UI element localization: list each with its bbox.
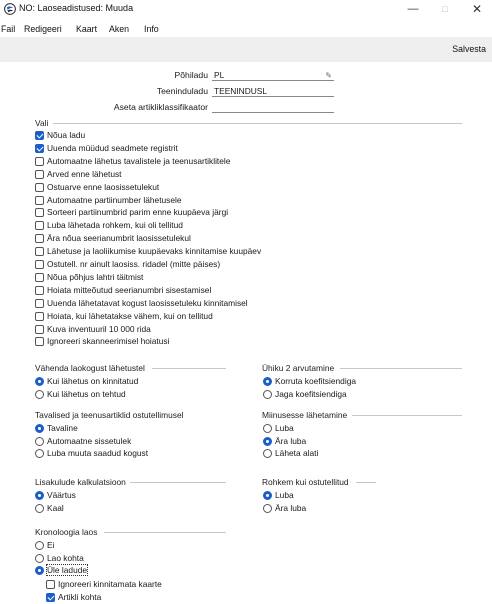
radio-label: Kui lähetus on kinnitatud xyxy=(47,376,139,386)
checkbox-label: Ostutell. nr ainult laosiss. ridadel (mitte päises) xyxy=(47,259,221,269)
checkbox-label: Nõua ladu xyxy=(47,130,86,140)
kronoloogia-divider xyxy=(104,532,226,533)
radio-label: Luba muuta saadud kogust xyxy=(47,448,149,458)
checkbox-label: Arved enne lähetust xyxy=(47,168,122,179)
vahenda-divider xyxy=(152,368,226,369)
radio-label: Ära luba xyxy=(275,502,307,513)
checkbox-unchecked[interactable] xyxy=(35,183,44,192)
pohiladu-value: PL xyxy=(214,70,225,80)
radio-label: Väärtus xyxy=(47,490,76,500)
checkbox-unchecked[interactable] xyxy=(35,325,44,334)
tavalised-group-label: Tavalised ja teenusartiklid ostutellimusel xyxy=(35,410,184,420)
teeninduladu-field[interactable] xyxy=(212,86,334,97)
radio-label: Luba xyxy=(275,423,294,433)
checkbox-label: Luba lähetada rohkem, kui oli tellitud xyxy=(47,220,183,231)
checkbox-label: Automaatne lähetus tavalistele ja teenusartiklitele xyxy=(47,155,231,166)
vali-divider xyxy=(53,123,462,124)
toolbar xyxy=(0,37,492,62)
checkbox-label: Automaatne partiinumber lähetusele xyxy=(47,194,182,205)
menu-kaart[interactable]: Kaart xyxy=(76,24,98,34)
teeninduladu-value: TEENINDUSL xyxy=(214,86,268,96)
close-button[interactable]: ✕ xyxy=(471,2,483,16)
radio-unselected[interactable] xyxy=(263,424,272,433)
radio-label: Ära luba xyxy=(275,435,307,446)
radio-unselected[interactable] xyxy=(35,554,44,563)
pencil-icon[interactable]: ✎ xyxy=(325,71,332,80)
checkbox-label: Ignoreeri kinnitamata kaarte xyxy=(58,579,162,589)
checkbox-label: Hoiata mitteõutud seerianumbri sisestamisel xyxy=(47,284,212,295)
checkbox-label: Uuenda müüdud seadmete registrit xyxy=(47,142,178,153)
checkbox-unchecked[interactable] xyxy=(35,170,44,179)
radio-label: Korruta koefitsiendiga xyxy=(275,376,357,386)
maximize-button[interactable]: □ xyxy=(442,4,448,14)
checkbox-label: Uuenda lähetatavat kogust laosissetuleku kinnitamisel xyxy=(47,297,248,308)
miinusesse-group-label: Miinusesse lähetamine xyxy=(262,410,348,420)
rohkem-divider xyxy=(356,482,376,483)
checkbox-unchecked[interactable] xyxy=(35,273,44,282)
window-title: NO: Laoseadistused: Muuda xyxy=(19,3,134,13)
radio-unselected[interactable] xyxy=(35,541,44,550)
radio-unselected[interactable] xyxy=(263,449,272,458)
radio-label: Tavaline xyxy=(47,423,78,433)
radio-label: Lao kohta xyxy=(47,552,84,563)
checkbox-checked[interactable] xyxy=(35,144,44,153)
checkbox-unchecked[interactable] xyxy=(35,299,44,308)
rohkem-group-label: Rohkem kui ostutellitud xyxy=(262,477,349,487)
radio-selected[interactable] xyxy=(35,566,44,575)
title-bar xyxy=(0,0,492,19)
checkbox-label: Ignoreeri skanneerimisel hoiatusi xyxy=(47,336,170,347)
kronoloogia-group-label: Kronoloogia laos xyxy=(35,527,98,537)
checkbox-label: Ostuarve enne laosissetulekut xyxy=(47,181,160,192)
radio-label: Automaatne sissetulek xyxy=(47,435,132,446)
uhiku-group-label: Ühiku 2 arvutamine xyxy=(262,363,335,373)
radio-selected[interactable] xyxy=(263,491,272,500)
app-logo-icon xyxy=(4,3,16,15)
menu-fail[interactable]: Fail xyxy=(1,24,16,34)
checkbox-label: Ära nõua seerianumbrit laosissetulekul xyxy=(47,233,191,244)
vahenda-group-label: Vähenda laokogust lähetustel xyxy=(35,363,145,373)
radio-selected[interactable] xyxy=(35,377,44,386)
lisakulude-divider xyxy=(130,482,226,483)
checkbox-unchecked[interactable] xyxy=(35,221,44,230)
checkbox-label: Nõua põhjus lahtri täitmist xyxy=(47,271,144,282)
klassifikaator-label: Aseta artikliklassifikaator xyxy=(113,102,208,112)
uhiku-divider xyxy=(340,368,462,369)
menu-info[interactable]: Info xyxy=(144,24,159,34)
pohiladu-label: Põhiladu xyxy=(174,70,208,80)
radio-unselected[interactable] xyxy=(35,449,44,458)
checkbox-unchecked[interactable] xyxy=(35,260,44,269)
vali-group-label: Vali xyxy=(35,118,49,128)
checkbox-checked[interactable] xyxy=(46,593,55,602)
checkbox-label: Sorteeri partiinumbrid parim enne kuupäeva järgi xyxy=(47,207,229,218)
checkbox-label: Lähetuse ja laoliikumise kuupäevaks kinnitamise kuupäev xyxy=(47,246,262,257)
menu-redigeeri[interactable]: Redigeeri xyxy=(24,24,62,34)
checkbox-unchecked[interactable] xyxy=(35,312,44,321)
radio-label: Ei xyxy=(47,540,55,550)
radio-label: Kaal xyxy=(47,502,64,513)
checkbox-label: Kuva inventuuril 10 000 rida xyxy=(47,323,151,334)
menu-aken[interactable]: Aken xyxy=(109,24,130,34)
radio-selected[interactable] xyxy=(263,437,272,446)
radio-unselected[interactable] xyxy=(35,504,44,513)
checkbox-unchecked[interactable] xyxy=(35,196,44,205)
radio-unselected[interactable] xyxy=(263,504,272,513)
checkbox-unchecked[interactable] xyxy=(35,157,44,166)
menu-bar xyxy=(0,20,492,36)
miinusesse-divider xyxy=(352,415,462,416)
radio-selected[interactable] xyxy=(263,377,272,386)
klassifikaator-field[interactable] xyxy=(212,102,334,113)
minimize-button[interactable]: — xyxy=(407,3,419,15)
checkbox-label: Artikli kohta xyxy=(58,591,102,602)
radio-label: Jaga koefitsiendiga xyxy=(275,388,347,399)
checkbox-unchecked[interactable] xyxy=(46,580,55,589)
checkbox-label: Hoiata, kui lähetatakse vähem, kui on tellitud xyxy=(47,310,213,321)
radio-label: Läheta alati xyxy=(275,448,319,458)
teeninduladu-label: Teeninduladu xyxy=(156,86,208,96)
radio-unselected[interactable] xyxy=(35,437,44,446)
lisakulude-group-label: Lisakulude kalkulatsioon xyxy=(35,477,126,487)
checkbox-unchecked[interactable] xyxy=(35,234,44,243)
checkbox-checked[interactable] xyxy=(35,131,44,140)
radio-selected[interactable] xyxy=(35,424,44,433)
radio-label: Luba xyxy=(275,490,294,500)
radio-label: Üle ladude xyxy=(47,565,88,575)
save-button[interactable]: Salvesta xyxy=(452,44,486,54)
checkbox-unchecked[interactable] xyxy=(35,208,44,217)
radio-label: Kui lähetus on tehtud xyxy=(47,388,126,399)
checkbox-unchecked[interactable] xyxy=(35,337,44,346)
radio-selected[interactable] xyxy=(35,491,44,500)
pohiladu-field[interactable] xyxy=(212,70,334,81)
checkbox-unchecked[interactable] xyxy=(35,286,44,295)
radio-unselected[interactable] xyxy=(35,390,44,399)
radio-unselected[interactable] xyxy=(263,390,272,399)
checkbox-unchecked[interactable] xyxy=(35,247,44,256)
